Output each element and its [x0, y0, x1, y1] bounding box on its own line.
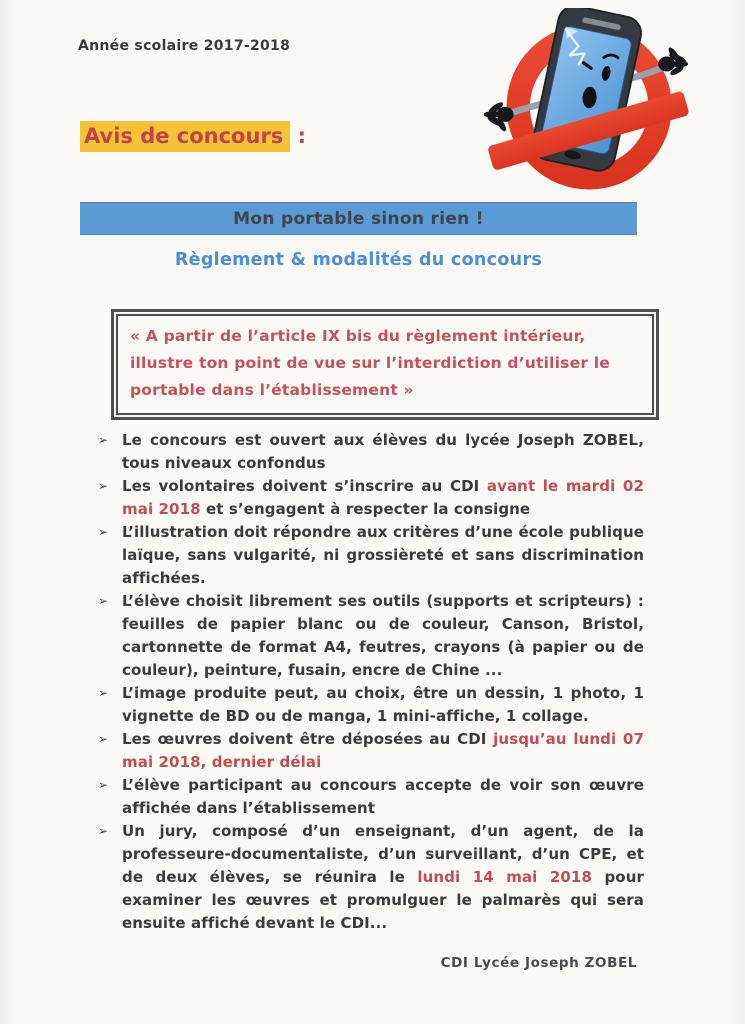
arrow-bullet-icon: ➢ [98, 824, 109, 838]
contest-theme-box: « A partir de l’article IX bis du règlement intérieur, illustre ton point de vue sur l’interdiction d’utiliser le portable dans l’établissement » [116, 314, 654, 415]
list-item [98, 590, 644, 682]
list-item [98, 774, 644, 820]
contest-subtitle: Règlement & modalités du concours [174, 250, 543, 270]
list-item [98, 429, 644, 475]
arrow-bullet-icon: ➢ [98, 778, 109, 792]
list-item [98, 682, 644, 728]
list-item-text: Un jury, composé d’un enseignant, d’un agent, de la professeure-documentaliste, d’un surveillant, d’un CPE, et de deux élèves, se réunira le lundi 14 mai 2018 pour examiner les œuvres et promulguer le palmarès qui sera ensuite affiché devant le CDI... [122, 822, 644, 932]
contest-banner-title: Mon portable sinon rien ! [233, 208, 484, 229]
list-item [98, 728, 644, 774]
school-year-label: Année scolaire 2017-2018 [78, 38, 291, 54]
list-item-text: L’illustration doit répondre aux critères d’une école publique laïque, sans vulgarité, ni grossièreté et sans discrimination affichées. [122, 523, 644, 587]
list-item-text: L’élève participant au concours accepte de voir son œuvre affichée dans l’établissement [122, 776, 644, 817]
list-item-text: Les volontaires doivent s’inscrire au CDI avant le mardi 02 mai 2018 et s’engagent à respecter la consigne [122, 477, 644, 518]
list-item [98, 521, 644, 590]
list-item [98, 475, 644, 521]
arrow-bullet-icon: ➢ [98, 686, 109, 700]
no-mobile-phone-icon [477, 8, 692, 190]
list-item-text: L’image produite peut, au choix, être un dessin, 1 photo, 1 vignette de BD ou de manga, 1 mini-affiche, 1 collage. [122, 684, 644, 725]
list-item [98, 820, 644, 935]
list-item-text: Le concours est ouvert aux élèves du lycée Joseph ZOBEL, tous niveaux confondus [122, 431, 644, 472]
rules-list [98, 429, 644, 935]
footer-signature: CDI Lycée Joseph ZOBEL [440, 955, 637, 971]
list-item-text: Les œuvres doivent être déposées au CDI jusqu’au lundi 07 mai 2018, dernier délai [122, 730, 644, 771]
arrow-bullet-icon: ➢ [98, 594, 109, 608]
arrow-bullet-icon: ➢ [98, 433, 109, 447]
contest-banner [80, 202, 637, 235]
notice-title-highlight: Avis de concours [80, 121, 290, 152]
no-mobile-phone-illustration [477, 8, 692, 194]
list-item-text: L’élève choisit librement ses outils (supports et scripteurs) : feuilles de papier blanc ou de couleur, Canson, Bristol, cartonnette de format A4, feutres, crayons (à papier ou de couleur), peinture, fusain, encre de Chine ... [122, 592, 644, 679]
arrow-bullet-icon: ➢ [98, 479, 109, 493]
arrow-bullet-icon: ➢ [98, 732, 109, 746]
notice-title-colon: : [290, 124, 307, 148]
notice-title-line [80, 124, 306, 148]
arrow-bullet-icon: ➢ [98, 525, 109, 539]
